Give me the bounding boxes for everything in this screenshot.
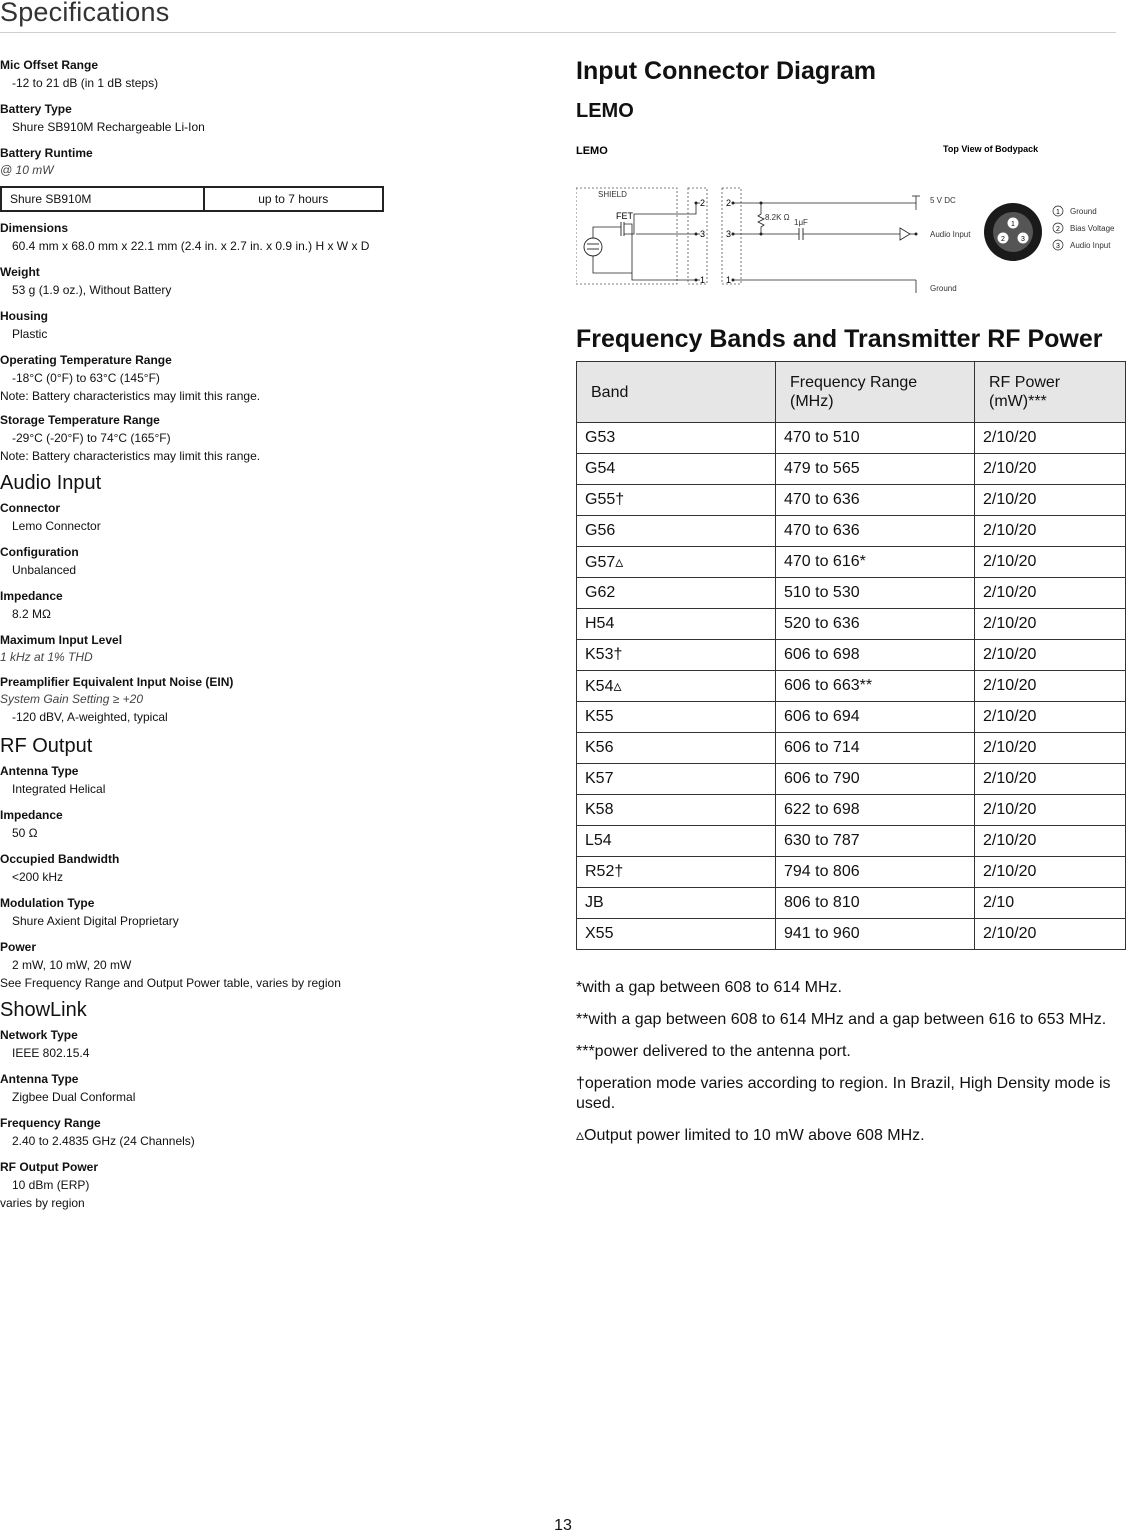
spec-item (0, 587, 390, 624)
rf-power-cell: 2/10/20 (975, 485, 1126, 516)
section-title: ShowLink (0, 999, 87, 1021)
column-header-rf-power: RF Power (mW)*** (975, 362, 1126, 423)
audio-input-label: Audio Input (930, 230, 971, 239)
spec-item (0, 411, 390, 464)
rf-power-cell: 2/10/20 (975, 578, 1126, 609)
spec-label: Storage Temperature Range (0, 413, 160, 427)
spec-item (0, 631, 390, 666)
legend-audio-input: Audio Input (1070, 241, 1111, 250)
table-row (577, 485, 1126, 516)
spec-note: See Frequency Range and Output Power table, varies by region (0, 976, 341, 990)
spec-value: -29°C (-20°F) to 74°C (165°F) (12, 431, 171, 445)
spec-note: varies by region (0, 1196, 85, 1210)
table-footnotes (576, 978, 1116, 1158)
frequency-bands-heading: Frequency Bands and Transmitter RF Power (576, 325, 1103, 353)
spec-item (0, 1114, 390, 1151)
table-row (577, 516, 1126, 547)
legend-num-3: 3 (1056, 243, 1060, 250)
frequency-range-cell: 470 to 616* (776, 547, 975, 578)
spec-value: 2 mW, 10 mW, 20 mW (12, 958, 132, 972)
table-row (577, 733, 1126, 764)
band-cell: K57 (577, 764, 776, 795)
spec-value: Lemo Connector (12, 519, 101, 533)
footnote: ▵Output power limited to 10 mW above 608 MHz. (576, 1127, 925, 1144)
spec-label: Battery Runtime (0, 146, 93, 160)
runtime-value-cell: up to 7 hours (204, 187, 383, 211)
frequency-range-cell: 479 to 565 (776, 454, 975, 485)
band-cell: G56 (577, 516, 776, 547)
rf-power-cell: 2/10/20 (975, 516, 1126, 547)
spec-item (0, 351, 390, 404)
spec-label: Dimensions (0, 221, 69, 235)
footnote: **with a gap between 608 to 614 MHz and a gap between 616 to 653 MHz. (576, 1011, 1107, 1028)
band-cell: G62 (577, 578, 776, 609)
spec-item (0, 219, 390, 256)
left-pin-3: 3 (700, 229, 706, 239)
spec-item (0, 850, 390, 887)
band-cell: G57▵ (577, 547, 776, 578)
spec-value: 60.4 mm x 68.0 mm x 22.1 mm (2.4 in. x 2.7 in. x 0.9 in.) H x W x D (12, 239, 370, 253)
spec-value: 8.2 MΩ (12, 607, 51, 621)
lemo-diagram-svg (576, 128, 1126, 293)
spec-value: Zigbee Dual Conformal (12, 1090, 136, 1104)
connector-section (576, 56, 1126, 293)
band-cell: K54▵ (577, 671, 776, 702)
band-cell: JB (577, 888, 776, 919)
legend-num-1: 1 (1056, 209, 1060, 216)
band-cell: K53† (577, 640, 776, 671)
spec-value: Integrated Helical (12, 782, 106, 796)
connector-heading: Input Connector Diagram (576, 57, 877, 85)
table-row (577, 578, 1126, 609)
spec-item (0, 894, 390, 931)
spec-condition: @ 10 mW (0, 163, 54, 177)
spec-value: Shure Axient Digital Proprietary (12, 914, 179, 928)
spec-label: Power (0, 940, 37, 954)
top-pin-1: 1 (1011, 221, 1015, 228)
spec-item (0, 56, 390, 93)
frequency-range-cell: 606 to 694 (776, 702, 975, 733)
band-cell: X55 (577, 919, 776, 950)
spec-value: Plastic (12, 327, 48, 341)
section-title: Audio Input (0, 472, 102, 494)
spec-item (0, 263, 390, 300)
resistor-icon (758, 203, 764, 234)
rf-power-cell: 2/10/20 (975, 795, 1126, 826)
ground-label: Ground (930, 284, 957, 293)
spec-label: Antenna Type (0, 764, 79, 778)
band-cell: K56 (577, 733, 776, 764)
band-cell: G53 (577, 423, 776, 454)
table-row (577, 826, 1126, 857)
band-cell: K55 (577, 702, 776, 733)
frequency-range-cell: 470 to 636 (776, 516, 975, 547)
right-pin-1: 1 (726, 275, 732, 285)
capacitor-label: 1μF (794, 218, 808, 227)
spec-item (0, 673, 390, 727)
spec-label: Battery Type (0, 102, 72, 116)
top-view-label: Top View of Bodypack (943, 144, 1039, 154)
spec-item (0, 543, 390, 580)
band-cell: H54 (577, 609, 776, 640)
rf-power-cell: 2/10/20 (975, 919, 1126, 950)
spec-item (0, 307, 390, 344)
shield-box (576, 188, 677, 284)
spec-item (0, 1158, 390, 1211)
table-row (577, 671, 1126, 702)
spec-item (0, 762, 390, 799)
rf-power-cell: 2/10/20 (975, 671, 1126, 702)
rf-power-cell: 2/10/20 (975, 547, 1126, 578)
spec-label: Impedance (0, 808, 63, 822)
spec-note: Note: Battery characteristics may limit this range. (0, 389, 261, 403)
band-cell: G54 (577, 454, 776, 485)
spec-value: 50 Ω (12, 826, 38, 840)
spec-value: Unbalanced (12, 563, 77, 577)
diagram-lemo-label: LEMO (576, 145, 608, 157)
spec-value: -120 dBV, A-weighted, typical (12, 710, 168, 724)
section-title: RF Output (0, 735, 93, 757)
rf-power-cell: 2/10/20 (975, 640, 1126, 671)
spec-label: Impedance (0, 589, 63, 603)
spec-value: 53 g (1.9 oz.), Without Battery (12, 283, 172, 297)
table-row (577, 454, 1126, 485)
frequency-range-cell: 520 to 636 (776, 609, 975, 640)
right-pin-2: 2 (726, 198, 732, 208)
legend-bias-voltage: Bias Voltage (1070, 224, 1115, 233)
spec-value: -12 to 21 dB (in 1 dB steps) (12, 76, 159, 90)
rf-power-cell: 2/10/20 (975, 764, 1126, 795)
band-cell: K58 (577, 795, 776, 826)
spec-item (0, 499, 390, 536)
table-row (577, 702, 1126, 733)
rf-power-cell: 2/10/20 (975, 857, 1126, 888)
spec-label: Occupied Bandwidth (0, 852, 120, 866)
footnote: *with a gap between 608 to 614 MHz. (576, 979, 842, 996)
column-header-frequency-range: Frequency Range (MHz) (776, 362, 975, 423)
frequency-range-cell: 510 to 530 (776, 578, 975, 609)
spec-item (0, 806, 390, 843)
column-header-band: Band (577, 362, 776, 423)
top-pin-3: 3 (1021, 236, 1025, 243)
table-row (577, 795, 1126, 826)
rf-power-cell: 2/10/20 (975, 454, 1126, 485)
spec-condition: 1 kHz at 1% THD (0, 650, 93, 664)
spec-item (0, 1026, 390, 1063)
table-row (577, 640, 1126, 671)
battery-runtime-table (0, 186, 384, 212)
spec-label: Operating Temperature Range (0, 353, 172, 367)
top-pin-2: 2 (1001, 236, 1005, 243)
spec-condition: System Gain Setting ≥ +20 (0, 692, 143, 706)
lemo-wiring-diagram (576, 128, 1126, 293)
spec-note: Note: Battery characteristics may limit this range. (0, 449, 261, 463)
frequency-range-cell: 806 to 810 (776, 888, 975, 919)
spec-label: Modulation Type (0, 896, 95, 910)
rf-power-cell: 2/10/20 (975, 423, 1126, 454)
footnote: ***power delivered to the antenna port. (576, 1043, 851, 1060)
spec-label: Weight (0, 265, 40, 279)
band-cell: R52† (577, 857, 776, 888)
vdc-label: 5 V DC (930, 196, 956, 205)
spec-label: Preamplifier Equivalent Input Noise (EIN) (0, 675, 234, 689)
table-row (1, 187, 383, 211)
rf-power-cell: 2/10/20 (975, 702, 1126, 733)
shield-label: SHIELD (598, 190, 627, 199)
frequency-bands-table (576, 361, 1126, 950)
spec-label: Network Type (0, 1028, 78, 1042)
frequency-range-cell: 470 to 510 (776, 423, 975, 454)
spec-label: RF Output Power (0, 1160, 98, 1174)
legend-ground: Ground (1070, 207, 1097, 216)
spec-label: Housing (0, 309, 48, 323)
fet-label: FET (616, 211, 633, 221)
spec-label: Configuration (0, 545, 79, 559)
page-title: Specifications (0, 0, 170, 27)
frequency-range-cell: 622 to 698 (776, 795, 975, 826)
spec-label: Frequency Range (0, 1116, 101, 1130)
table-row (577, 764, 1126, 795)
spec-label: Mic Offset Range (0, 58, 99, 72)
table-row (577, 919, 1126, 950)
frequency-range-cell: 630 to 787 (776, 826, 975, 857)
frequency-range-cell: 606 to 790 (776, 764, 975, 795)
frequency-range-cell: 794 to 806 (776, 857, 975, 888)
frequency-range-cell: 606 to 698 (776, 640, 975, 671)
band-cell: G55† (577, 485, 776, 516)
spec-value: 10 dBm (ERP) (12, 1178, 90, 1192)
spec-value: IEEE 802.15.4 (12, 1046, 90, 1060)
spec-label: Antenna Type (0, 1072, 79, 1086)
spec-item (0, 100, 390, 137)
table-row (577, 857, 1126, 888)
spec-item (0, 144, 390, 212)
connector-subheading: LEMO (576, 100, 634, 122)
band-cell: L54 (577, 826, 776, 857)
table-header-row (577, 362, 1126, 423)
table-row (577, 547, 1126, 578)
footnote: †operation mode varies according to region. In Brazil, High Density mode is used. (576, 1075, 1111, 1112)
rf-power-cell: 2/10/20 (975, 733, 1126, 764)
left-pin-1: 1 (700, 275, 706, 285)
mic-capsule-icon (584, 238, 602, 256)
right-pin-3: 3 (726, 229, 732, 239)
spec-label: Connector (0, 501, 60, 515)
spec-value: Shure SB910M Rechargeable Li-Ion (12, 120, 205, 134)
legend-num-2: 2 (1056, 226, 1060, 233)
battery-model-cell: Shure SB910M (1, 187, 204, 211)
frequency-range-cell: 606 to 714 (776, 733, 975, 764)
frequency-range-cell: 470 to 636 (776, 485, 975, 516)
title-divider (0, 32, 1116, 33)
spec-item (0, 938, 390, 991)
frequency-range-cell: 606 to 663** (776, 671, 975, 702)
spec-item (0, 1070, 390, 1107)
ground-wire (624, 224, 700, 280)
right-pin-block (722, 188, 741, 284)
left-pin-2: 2 (700, 198, 706, 208)
page-number: 13 (554, 1517, 572, 1534)
resistor-label: 8.2K Ω (765, 213, 790, 222)
table-row (577, 609, 1126, 640)
spec-value: -18°C (0°F) to 63°C (145°F) (12, 371, 160, 385)
spec-value: <200 kHz (12, 870, 64, 884)
spec-value: 2.40 to 2.4835 GHz (24 Channels) (12, 1134, 195, 1148)
rf-power-cell: 2/10 (975, 888, 1126, 919)
spec-label: Maximum Input Level (0, 633, 123, 647)
amplifier-icon (900, 228, 910, 240)
rf-power-cell: 2/10/20 (975, 826, 1126, 857)
table-row (577, 888, 1126, 919)
specifications-column (0, 56, 390, 1218)
frequency-range-cell: 941 to 960 (776, 919, 975, 950)
table-row (577, 423, 1126, 454)
rf-power-cell: 2/10/20 (975, 609, 1126, 640)
